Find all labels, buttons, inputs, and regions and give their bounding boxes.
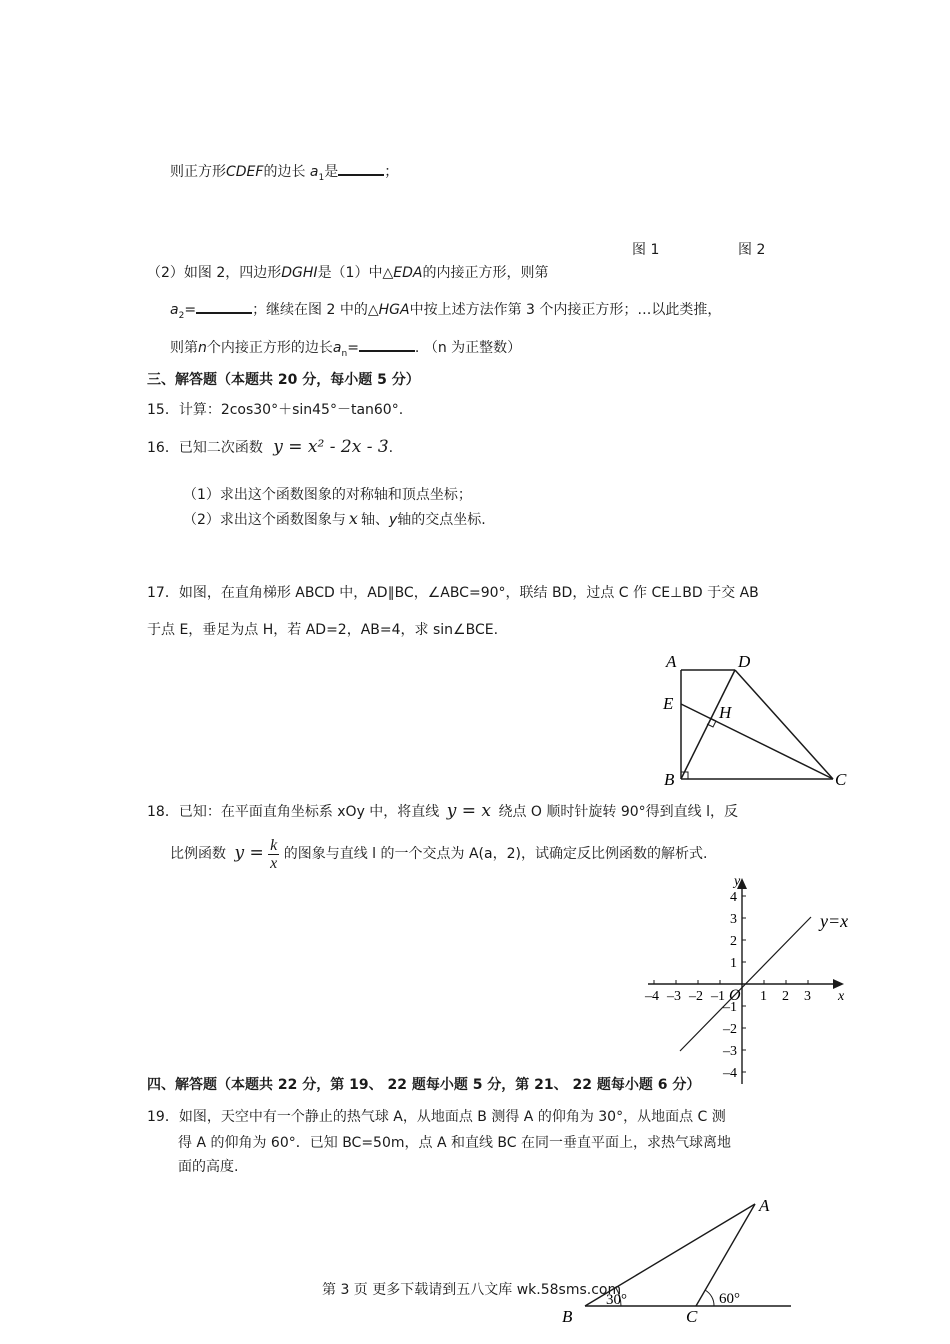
text: （2）求出这个函数图象与: [183, 512, 346, 528]
q18-formula: y = x: [446, 801, 492, 821]
figure-2-label: 图 2: [738, 242, 766, 258]
y-tick-label: –4: [723, 1066, 737, 1081]
label-b: B: [562, 1307, 573, 1326]
label-c: C: [835, 770, 847, 789]
text: y =: [234, 843, 264, 863]
text: ；继续在图 2 中的△: [252, 302, 379, 318]
answer-blank: [196, 300, 252, 314]
text: n: [198, 340, 207, 356]
q17-line1: 17．如图，在直角梯形 ABCD 中，AD∥BC，∠ABC=90°，联结 BD，过点 C 作 CE⊥BD 于交 AB: [147, 585, 759, 601]
q14-line-a1: [170, 162, 398, 188]
q18-line2: [170, 830, 707, 876]
x-tick-label: –1: [711, 989, 725, 1004]
text: CDEF: [226, 164, 264, 180]
x-tick-label: 1: [760, 989, 767, 1004]
section-3-heading: 三、解答题（本题共 20 分，每小题 5 分）: [147, 372, 420, 388]
y-tick-label: 2: [730, 934, 737, 949]
label-b: B: [664, 770, 675, 789]
text: y: [388, 512, 398, 528]
text: 轴的交点坐标.: [397, 512, 486, 528]
x-tick-label: –3: [667, 989, 681, 1004]
y-tick-label: 4: [730, 890, 737, 905]
answer-blank: [359, 338, 415, 352]
x-tick-label: –4: [645, 989, 659, 1004]
segment-dc: [735, 670, 833, 779]
q19-line2: 得 A 的仰角为 60°．已知 BC=50m，点 A 和直线 BC 在同一垂直平面上，求热气球离地: [178, 1135, 732, 1151]
y-tick-label: –1: [723, 1000, 737, 1015]
x-axis-arrow: [833, 979, 844, 989]
text: a: [309, 164, 319, 180]
angle-arc-c: [705, 1290, 714, 1306]
q18-line1: [147, 801, 738, 822]
origin-label: O: [729, 987, 741, 1004]
angle-label-30: 30°: [606, 1292, 627, 1308]
q19-balloon-figure: [555, 1190, 805, 1344]
text: 2: [178, 310, 185, 321]
q15-text: 15．计算：2cos30°＋sin45°－tan60°.: [147, 402, 404, 418]
label-a: A: [666, 652, 677, 671]
y-axis-label: y: [734, 874, 741, 889]
figure-1-label: 图 1: [632, 242, 660, 258]
page-footer: 第 3 页 更多下载请到五八文库 wk.58sms.com: [322, 1282, 622, 1298]
x-tick-label: 3: [804, 989, 811, 1004]
text: 轴、: [360, 512, 389, 528]
y-tick-label: –2: [723, 1022, 737, 1037]
q16-part1: （1）求出这个函数图象的对称轴和顶点坐标；: [183, 487, 472, 503]
text: a: [332, 340, 342, 356]
section-4-heading: 四、解答题（本题共 22 分，第 19、 22 题每小题 5 分，第 21、 22 题每小题 6 分）: [147, 1077, 701, 1093]
y-tick-label: 3: [730, 912, 737, 927]
text: 的内接正方形，则第: [422, 265, 549, 281]
text: 的边长: [263, 164, 306, 180]
label-a: A: [759, 1196, 770, 1215]
text: .: [388, 440, 394, 456]
text: k: [270, 836, 278, 854]
text: 中按上述方法作第 3 个内接正方形；…以此类推，: [409, 302, 722, 318]
q17-line2: 于点 E，垂足为点 H，若 AD=2，AB=4，求 sin∠BCE.: [147, 622, 499, 638]
text: 16．已知二次函数: [147, 440, 263, 456]
angle-label-60: 60°: [719, 1291, 740, 1307]
text: 18．已知：在平面直角坐标系 xOy 中，将直线: [147, 804, 440, 820]
text: 是（1）中△: [317, 265, 394, 281]
text: a: [170, 302, 179, 318]
q18-coordinate-graph: [640, 872, 860, 1092]
text: 则正方形: [170, 164, 226, 180]
text: =: [347, 340, 359, 356]
text: n: [341, 348, 348, 359]
segment-ec: [681, 704, 833, 779]
label-d: D: [738, 652, 751, 671]
text: 比例函数: [170, 846, 226, 862]
x-tick-label: 2: [782, 989, 789, 1004]
q19-line3: 面的高度.: [178, 1159, 239, 1175]
text: 则第: [170, 340, 198, 356]
line-label: y=x: [820, 911, 849, 931]
q16-stem: [147, 437, 393, 458]
text: 个内接正方形的边长: [206, 340, 333, 356]
text: ；: [384, 164, 399, 180]
label-c: C: [686, 1307, 698, 1326]
q19-line1: 19．如图，天空中有一个静止的热气球 A，从地面点 B 测得 A 的仰角为 30°，从地面点 C 测: [147, 1109, 726, 1125]
text: DGHI: [281, 265, 318, 281]
q17-trapezoid-figure: [655, 648, 855, 793]
label-e: E: [663, 694, 674, 713]
text: 的图象与直线 l 的一个交点为 A(a，2)，试确定反比例函数的解析式.: [283, 846, 708, 862]
y-tick-label: –3: [723, 1044, 737, 1059]
q14-part2-line3: [170, 338, 521, 364]
text: =: [184, 302, 197, 318]
label-h: H: [719, 703, 732, 722]
text: HGA: [378, 302, 410, 318]
text: 1: [318, 172, 325, 183]
text: 绕点 O 顺时针旋转 90°得到直线 l，反: [498, 804, 738, 820]
q16-formula: y = x² - 2x - 3: [273, 437, 389, 457]
q14-part2-line1: [147, 263, 548, 283]
fraction-k-over-x: [268, 837, 279, 872]
text: （2）如图 2，四边形: [147, 265, 282, 281]
text: . （n 为正整数）: [414, 340, 522, 356]
text: 是: [324, 164, 339, 180]
q14-part2-line2: [170, 300, 721, 326]
text: EDA: [393, 265, 423, 281]
x-axis-label: x: [838, 989, 845, 1004]
y-tick-label: 1: [730, 956, 737, 971]
x-tick-label: –2: [689, 989, 703, 1004]
text: x: [270, 854, 278, 872]
text: x: [348, 509, 358, 528]
answer-blank: [338, 162, 384, 176]
q16-part2: [183, 509, 486, 530]
